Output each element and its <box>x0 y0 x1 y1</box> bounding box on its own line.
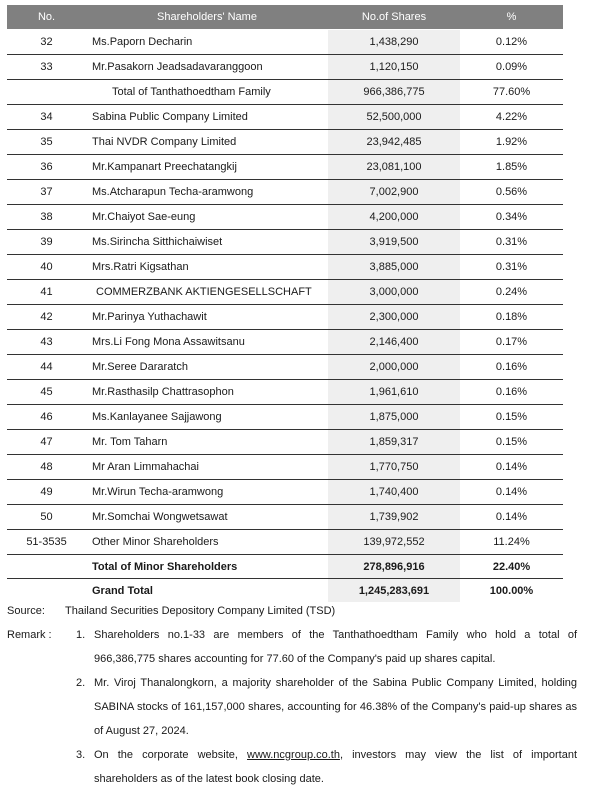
row-shareholder-name: Total of Minor Shareholders <box>86 555 328 579</box>
remark-item <box>76 671 577 743</box>
row-shares: 1,120,150 <box>328 55 460 80</box>
row-shareholder-name: Thai NVDR Company Limited <box>86 130 328 155</box>
table-row <box>7 30 563 55</box>
remark-number: 1. <box>76 629 86 641</box>
header-no: No. <box>7 5 86 30</box>
row-no: 51-3535 <box>7 530 86 555</box>
remark-text-start: On the corporate website, <box>94 749 248 761</box>
row-shareholder-name: COMMERZBANK AKTIENGESELLSCHAFT <box>86 280 328 305</box>
row-shareholder-name: Mr.Somchai Wongwetsawat <box>86 505 328 530</box>
row-shares: 1,961,610 <box>328 380 460 405</box>
row-shareholder-name: Ms.Sirincha Sitthichaiwiset <box>86 230 328 255</box>
table-row <box>7 505 563 530</box>
row-percent: 0.56% <box>460 180 563 205</box>
table-row <box>7 280 563 305</box>
table-row <box>7 205 563 230</box>
shareholders-table-container <box>7 5 563 602</box>
minor-total-row <box>7 555 563 579</box>
table-row <box>7 480 563 505</box>
table-row <box>7 155 563 180</box>
row-no: 37 <box>7 180 86 205</box>
row-percent: 1.85% <box>460 155 563 180</box>
row-shares: 4,200,000 <box>328 205 460 230</box>
row-shares: 1,875,000 <box>328 405 460 430</box>
row-shares: 1,438,290 <box>328 30 460 55</box>
row-shares: 52,500,000 <box>328 105 460 130</box>
row-percent: 22.40% <box>460 555 563 579</box>
row-shareholder-name: Mr.Seree Dararatch <box>86 355 328 380</box>
row-shares: 2,146,400 <box>328 330 460 355</box>
table-row <box>7 105 563 130</box>
row-shareholder-name: Mr.Parinya Yuthachawit <box>86 305 328 330</box>
notes-section <box>7 599 577 791</box>
row-shares: 2,300,000 <box>328 305 460 330</box>
table-row <box>7 255 563 280</box>
row-shareholder-name: Mr.Rasthasilp Chattrasophon <box>86 380 328 405</box>
row-shares: 23,942,485 <box>328 130 460 155</box>
row-shares: 23,081,100 <box>328 155 460 180</box>
row-percent: 100.00% <box>489 584 534 597</box>
row-no: 32 <box>7 30 86 55</box>
website-link[interactable]: www.ncgroup.co.th <box>247 749 340 761</box>
row-shares: 7,002,900 <box>328 180 460 205</box>
row-shares: 3,885,000 <box>328 255 460 280</box>
header-shareholder-name: Shareholders' Name <box>86 5 328 30</box>
row-no: 50 <box>7 505 86 530</box>
table-row <box>7 380 563 405</box>
row-percent: 4.22% <box>460 105 563 130</box>
family-total-row <box>7 80 563 105</box>
remark-list <box>76 623 577 791</box>
row-shareholder-name: Other Minor Shareholders <box>86 530 328 555</box>
table-row <box>7 405 563 430</box>
source-text: Thailand Securities Depository Company Limited (TSD) <box>65 605 336 617</box>
row-percent: 0.14% <box>460 480 563 505</box>
row-percent: 0.31% <box>460 230 563 255</box>
header-percent: % <box>460 5 563 30</box>
table-row <box>7 330 563 355</box>
remark-item <box>76 743 577 791</box>
row-shareholder-name: Ms.Atcharapun Techa-aramwong <box>86 180 328 205</box>
row-shareholder-name: Mr.Pasakorn Jeadsadavaranggoon <box>86 55 328 80</box>
row-percent: 0.16% <box>460 380 563 405</box>
remark-text <box>94 743 577 791</box>
row-no: 36 <box>7 155 86 180</box>
row-percent: 0.17% <box>460 330 563 355</box>
row-shareholder-name: Mr.Wirun Techa-aramwong <box>86 480 328 505</box>
remark-number: 3. <box>76 749 86 761</box>
remark-number: 2. <box>76 677 86 689</box>
row-no: 38 <box>7 205 86 230</box>
row-shares: 1,739,902 <box>328 505 460 530</box>
table-row <box>7 130 563 155</box>
row-percent: 0.34% <box>460 205 563 230</box>
table-row <box>7 530 563 555</box>
source-line <box>7 599 577 623</box>
remark-text: Mr. Viroj Thanalongkorn, a majority shareholder of the Sabina Public Company Limited, holding SABINA stocks of 161,157,000 shares, accounting for 46.38% of the Company's paid-up shares as of August 27, 2024. <box>94 677 577 737</box>
row-no: 39 <box>7 230 86 255</box>
row-percent: 0.09% <box>460 55 563 80</box>
source-label: Source: <box>7 605 45 617</box>
table-row <box>7 305 563 330</box>
row-no: 47 <box>7 430 86 455</box>
row-percent: 0.15% <box>460 430 563 455</box>
table-header-row <box>7 5 563 30</box>
row-shares: 966,386,775 <box>328 80 460 105</box>
row-percent: 0.31% <box>460 255 563 280</box>
remark-text-end: , investors may view the list of important shareholders as of the latest book closing date. <box>94 749 578 785</box>
row-no <box>7 555 86 579</box>
row-shareholder-name: Grand Total <box>92 584 153 597</box>
row-percent: 0.14% <box>460 455 563 480</box>
row-percent: 77.60% <box>460 80 563 105</box>
row-percent: 0.14% <box>460 505 563 530</box>
row-no: 42 <box>7 305 86 330</box>
row-shares: 1,740,400 <box>328 480 460 505</box>
row-no: 40 <box>7 255 86 280</box>
row-shares: 1,245,283,691 <box>328 579 460 603</box>
row-shares: 1,770,750 <box>328 455 460 480</box>
remark-label: Remark : <box>7 629 52 641</box>
row-no: 33 <box>7 55 86 80</box>
row-shareholder-name: Mr. Tom Taharn <box>86 430 328 455</box>
table-row <box>7 355 563 380</box>
row-no: 34 <box>7 105 86 130</box>
table-row <box>7 230 563 255</box>
header-number-of-shares: No.of Shares <box>328 5 460 30</box>
row-percent: 11.24% <box>460 530 563 555</box>
row-shareholder-name: Ms.Paporn Decharin <box>86 30 328 55</box>
row-no: 43 <box>7 330 86 355</box>
remark-block <box>7 623 577 791</box>
remark-text: Shareholders no.1-33 are members of the Tanthathoedtham Family who hold a total of 966,386,775 shares accounting for 77.60 of the Company's paid up shares capital. <box>94 629 577 665</box>
row-no: 44 <box>7 355 86 380</box>
row-percent: 0.16% <box>460 355 563 380</box>
row-shares: 2,000,000 <box>328 355 460 380</box>
row-no: 49 <box>7 480 86 505</box>
row-shareholder-name: Mr.Chaiyot Sae-eung <box>86 205 328 230</box>
shareholders-table <box>7 5 563 602</box>
table-row <box>7 430 563 455</box>
row-no: 45 <box>7 380 86 405</box>
row-no <box>7 80 86 105</box>
row-percent: 0.18% <box>460 305 563 330</box>
table-row <box>7 55 563 80</box>
row-no: 41 <box>7 280 86 305</box>
row-percent: 0.15% <box>460 405 563 430</box>
remark-item <box>76 623 577 671</box>
row-percent: 0.12% <box>460 30 563 55</box>
row-shares: 139,972,552 <box>328 530 460 555</box>
row-shareholder-name: Mr.Kampanart Preechatangkij <box>86 155 328 180</box>
row-shares: 278,896,916 <box>328 555 460 579</box>
row-no: 48 <box>7 455 86 480</box>
table-row <box>7 180 563 205</box>
row-shareholder-name: Mrs.Li Fong Mona Assawitsanu <box>86 330 328 355</box>
row-shareholder-name: Mrs.Ratri Kigsathan <box>86 255 328 280</box>
row-shareholder-name: Mr Aran Limmahachai <box>86 455 328 480</box>
row-shareholder-name: Sabina Public Company Limited <box>86 105 328 130</box>
row-percent: 1.92% <box>460 130 563 155</box>
row-shares: 3,919,500 <box>328 230 460 255</box>
row-no: 46 <box>7 405 86 430</box>
row-shareholder-name: Total of Tanthathoedtham Family <box>86 80 328 105</box>
row-shareholder-name: Ms.Kanlayanee Sajjawong <box>86 405 328 430</box>
row-shares: 3,000,000 <box>328 280 460 305</box>
table-row <box>7 455 563 480</box>
row-percent: 0.24% <box>460 280 563 305</box>
row-no: 35 <box>7 130 86 155</box>
row-shares: 1,859,317 <box>328 430 460 455</box>
